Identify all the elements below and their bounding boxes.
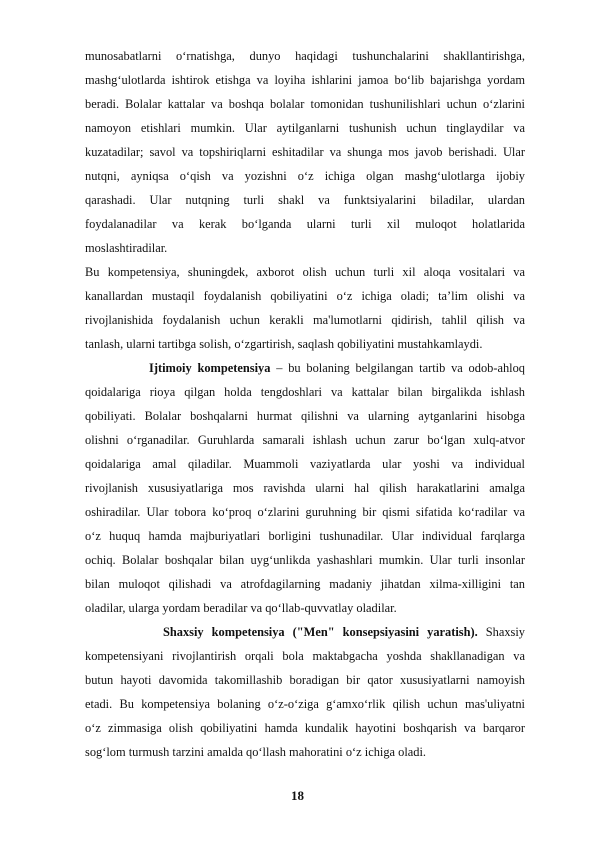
text-line: qobiliyati. Bolalar boshqalarni hurmat qilishni va ularning aytganlarini hisobga [85, 409, 525, 423]
text-line: kompetensiyani rivojlantirish orqali bola maktabgacha yoshda shakllanadigan va [85, 649, 525, 663]
text-line: nutqni, ayniqsa o‘qish va yozishni o‘z ichiga olgan mashg‘ulotlarga ijobiy [85, 169, 525, 183]
document-body [85, 44, 525, 764]
text-run: Shaxsiy [477, 625, 525, 639]
text-line: oshiradilar. Ular tobora ko‘proq o‘zlarini guruhning bir qismi sifatida ko‘radilar va [85, 505, 525, 519]
text-line: ochiq. Bolalar boshqalar bilan uyg‘unlikda yashashlari mumkin. Ular turli insonlar [85, 553, 525, 567]
text-line: namoyon etishlari mumkin. Ular aytilganlarni tushunish uchun tinglaydilar va [85, 121, 525, 135]
text-line: o‘z huquq hamda majburiyatlari borligini tushunadilar. Ular individual farqlarga [85, 529, 525, 543]
text-line: qoidalariga rioya qilgan holda tengdoshlari va kattalar bilan birgalikda ishlash [85, 385, 525, 399]
text-line: munosabatlarni o‘rnatishga, dunyo haqidagi tushunchalarini shakllantirishga, [85, 49, 525, 63]
social-competence-term: Ijtimoiy kompetensiya [149, 361, 271, 375]
text-line: sog‘lom turmush tarzini amalda qo‘llash mahoratini o‘z ichiga oladi. [85, 745, 426, 759]
text-line: o‘z zimmasiga olish qobiliyatini hamda kundalik hayotini boshqarish va barqaror [85, 721, 525, 735]
text-line: kuzatadilar; savol va topshiriqlarni eshitadilar va shunga mos javob berishadi. Ular [85, 145, 525, 159]
text-line: bilan muloqot qilishadi va atrofdagilarning madaniy jihatdan xilma-xilligini tan [85, 577, 525, 591]
text-line: rivojlanishida foydalanish uchun kerakli ma'lumotlarni qidirish, tahlil qilish va [85, 313, 525, 327]
text-line: etadi. Bu kompetensiya bolaning o‘z-o‘ziga g‘amxo‘rlik qilish uchun mas'uliyatni [85, 697, 525, 711]
text-line: butun hayoti davomida takomillashib boradigan bir qator xususiyatlarni namoyish [85, 673, 525, 687]
text-line: qarashadi. Ular nutqning turli shakl va funktsiyalarini biladilar, ulardan [85, 193, 525, 207]
text-line: rivojlanish xususiyatlariga mos ravishda ularni hal qilish harakatlarini amalga [85, 481, 525, 495]
page-number: 18 [291, 788, 304, 803]
personal-competence-term: Shaxsiy kompetensiya ("Men" konsepsiyasini yaratish). [163, 625, 478, 639]
personal-competence-heading-line [85, 620, 525, 644]
text-run: – bu bolaning belgilangan tartib va odob-ahloq [270, 361, 525, 375]
text-line: mashg‘ulotlarda ishtirok etishga va loyiha ishlarini jamoa bo‘lib bajarishga yordam [85, 73, 525, 87]
text-line: moslashtiradilar. [85, 241, 168, 255]
text-line: foydalanadilar va kerak bo‘lganda ularni turli xil muloqot holatlarida [85, 217, 525, 231]
text-line: kanallardan mustaqil foydalanish qobiliyatini o‘z ichiga oladi; ta’lim olishi va [85, 289, 525, 303]
text-line: Bu kompetensiya, shuningdek, axborot olish uchun turli xil aloqa vositalari va [85, 265, 525, 279]
text-line: beradi. Bolalar kattalar va boshqa bolalar tomonidan tushunilishlari uchun o‘zlarini [85, 97, 525, 111]
social-competence-heading-line [85, 356, 525, 380]
text-line: tanlash, ularni tartibga solish, o‘zgartirish, saqlash qobiliyatini mustahkamlaydi. [85, 337, 483, 351]
text-line: oladilar, ularga yordam beradilar va qo‘llab-quvvatlay oladilar. [85, 601, 397, 615]
text-line: olishni o‘rganadilar. Guruhlarda samarali ishlash uchun zarur bo‘lgan xulq-atvor [85, 433, 525, 447]
text-line: qoidalariga amal qiladilar. Muammoli vaziyatlarda ular yoshi va individual [85, 457, 525, 471]
